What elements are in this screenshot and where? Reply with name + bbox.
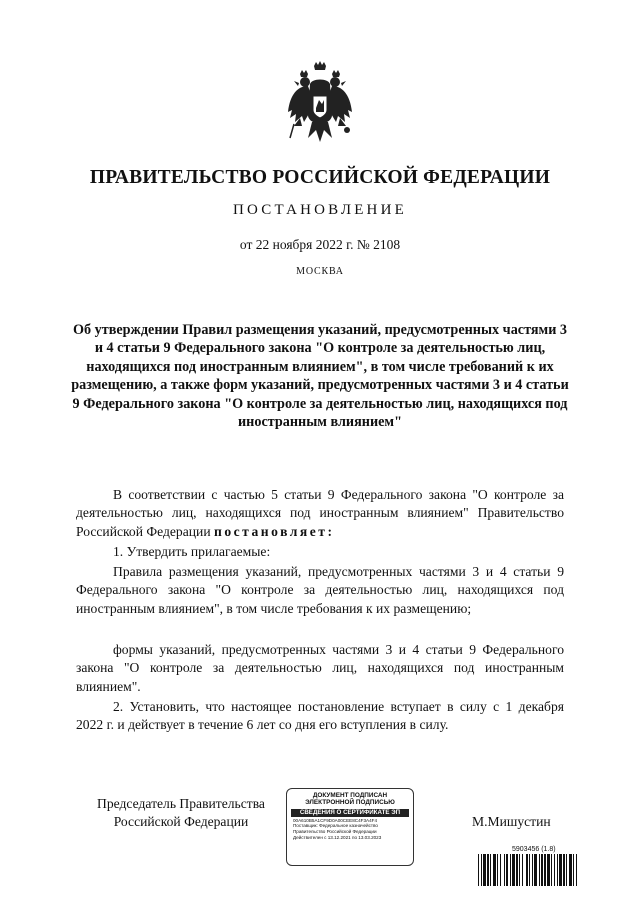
government-heading: ПРАВИТЕЛЬСТВО РОССИЙСКОЙ ФЕДЕРАЦИИ — [89, 167, 551, 188]
decree-keyword: постановляет: — [214, 523, 335, 539]
paragraph-preamble — [76, 486, 564, 541]
stamp-issuer: Поставщик: Федеральное казначейство — [293, 823, 378, 829]
electronic-signature-stamp — [286, 788, 414, 866]
position-line-1: Председатель Правительства — [97, 796, 265, 811]
paragraph-item-1: 1. Утвердить прилагаемые: — [113, 544, 271, 559]
date-and-number: от 22 ноября 2022 г. № 2108 — [239, 237, 401, 252]
barcode-image — [478, 854, 578, 886]
signatory-name: М.Мишустин — [472, 814, 551, 829]
paragraph-rules: Правила размещения указаний, предусмотренных частями 3 и 4 статьи 9 Федерального закона "О контроле за деятельностью лиц, находящихся под иностранным влиянием", в том числе требования к их размещению; — [76, 564, 564, 616]
city: МОСКВА — [296, 266, 344, 277]
stamp-validity: Действителен с 13.12.2021 по 13.03.2023 — [293, 834, 382, 840]
stamp-line-2: ЭЛЕКТРОННОЙ ПОДПИСЬЮ — [305, 799, 395, 807]
document-title: Об утверждении Правил размещения указаний, предусмотренных частями 3 и 4 статьи 9 Федерального закона "О контроле за деятельностью лиц, находящихся под иностранным влиянием", в том числе требований к их размещению, а также форм указаний, предусмотренных частями 3 и 4 статьи 9 Федерального закона "О контроле за деятельностью лиц, находящихся под иностранным влиянием" — [71, 322, 569, 431]
paragraph-item-2: 2. Установить, что настоящее постановление вступает в силу с 1 декабря 2022 г. и действует в течение 6 лет со дня его вступления в силу. — [76, 699, 564, 733]
document-type: ПОСТАНОВЛЕНИЕ — [233, 202, 407, 218]
stamp-cert-header: СВЕДЕНИЯ О СЕРТИФИКАТЕ ЭП — [291, 809, 409, 817]
stamp-line-1: ДОКУМЕНТ ПОДПИСАН — [312, 792, 388, 799]
barcode-number: 5903456 (1.8) — [512, 846, 556, 853]
signatory-position — [76, 795, 286, 831]
stamp-serial: 00A610B5A1CF9D0A00CEE8C4F3A4F4 — [293, 817, 378, 823]
paragraph-forms: формы указаний, предусмотренных частями 3 и 4 статьи 9 Федерального закона "О контроле за деятельностью лиц, находящихся под иностранным влиянием". — [76, 642, 564, 694]
coat-of-arms-emblem — [286, 60, 354, 148]
stamp-owner: Правительство Российской Федерации — [293, 829, 377, 834]
position-line-2: Российской Федерации — [113, 814, 249, 829]
preamble-text: В соответствии с частью 5 статьи 9 Федерального закона "О контроле за деятельностью лиц, находящихся под иностранным влиянием" Правительство Российской Федерации — [76, 487, 564, 539]
